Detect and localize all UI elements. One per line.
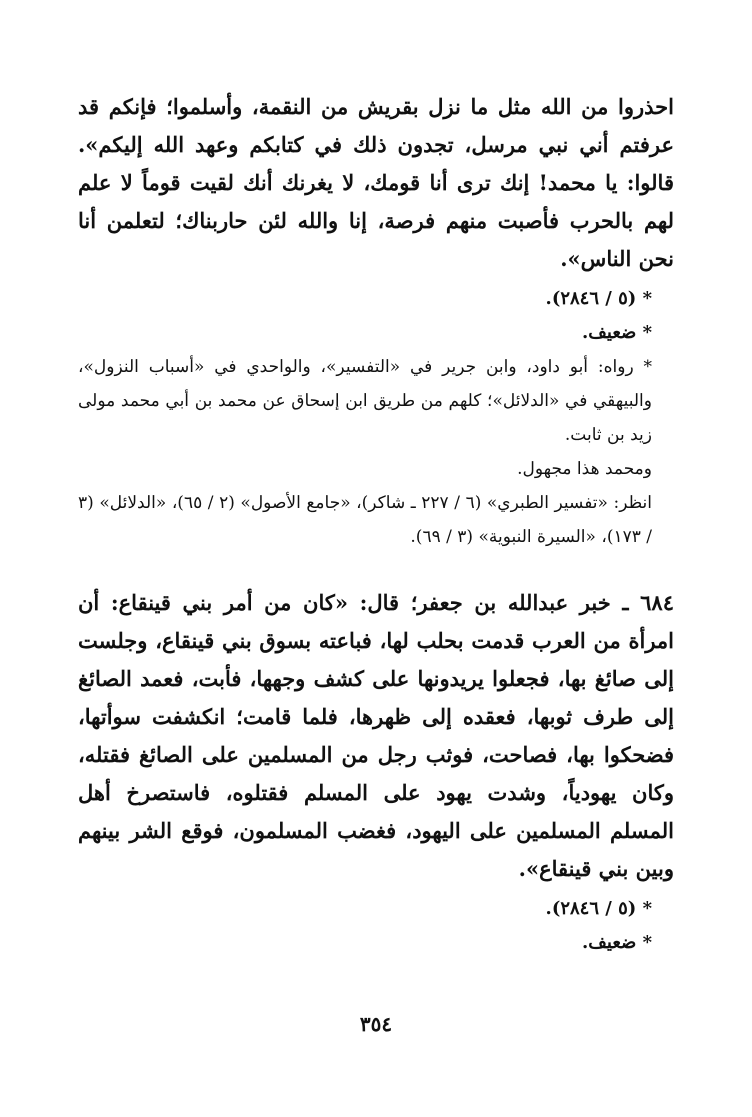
narration-note: * رواه: أبو داود، وابن جرير في «التفسير»، والواحدي في «أسباب النزول»، والبيهقي في «الدلائل»؛ كلهم من طريق ابن إسحاق عن محمد بن أبي محمد مولى زيد بن ثابت.	[78, 357, 652, 445]
page-number: ٣٥٤	[359, 1012, 393, 1036]
see-also-note: انظر: «تفسير الطبري» (٦ / ٢٢٧ ـ شاكر)، «جامع الأصول» (٢ / ٦٥)، «الدلائل» (٣ / ١٧٣)، «السيرة النبوية» (٣ / ٦٩).	[78, 493, 652, 547]
hadith-684-grade: * ضعيف.	[582, 932, 652, 953]
hadith-reference: * (٥ / ٢٨٤٦).	[545, 288, 652, 309]
page-body	[78, 88, 674, 960]
hadith-grade: * ضعيف.	[582, 322, 652, 343]
hadith-684-reference: * (٥ / ٢٨٤٦).	[545, 898, 652, 919]
narrator-comment: ومحمد هذا مجهول.	[517, 459, 652, 479]
hadith-684-text: ٦٨٤ ـ خبر عبدالله بن جعفر؛ قال: «كان من أمر بني قينقاع: أن امرأة من العرب قدمت بحلب لها، فباعته بسوق بني قينقاع، وجلست إلى صائغ بها، فجعلوا يريدونها على كشف وجهها، فأبت، فعمد الصائغ إلى طرف ثوبها، فعقده إلى ظهرها، فلما قامت؛ انكشفت سوأتها، فضحكوا بها، فصاحت، فوثب رجل من المسلمين على الصائغ فقتله، وكان يهودياً، وشدت يهود على المسلم فقتلوه، فاستصرخ أهل المسلم المسلمين على اليهود، فغضب المسلمون، فوقع الشر بينهم وبين بني قينقاع».	[78, 590, 674, 881]
hadith-text-continued: احذروا من الله مثل ما نزل بقريش من النقمة، وأسلموا؛ فإنكم قد عرفتم أني نبي مرسل، تجدون ذلك في كتابكم وعهد الله إليكم». قالوا: يا محمد! إنك ترى أنا قومك، لا يغرنك أنك لقيت قوماً لا علم لهم بالحرب فأصبت منهم فرصة، إنا والله لئن حاربناك؛ لتعلمن أنا نحن الناس».	[78, 94, 674, 271]
